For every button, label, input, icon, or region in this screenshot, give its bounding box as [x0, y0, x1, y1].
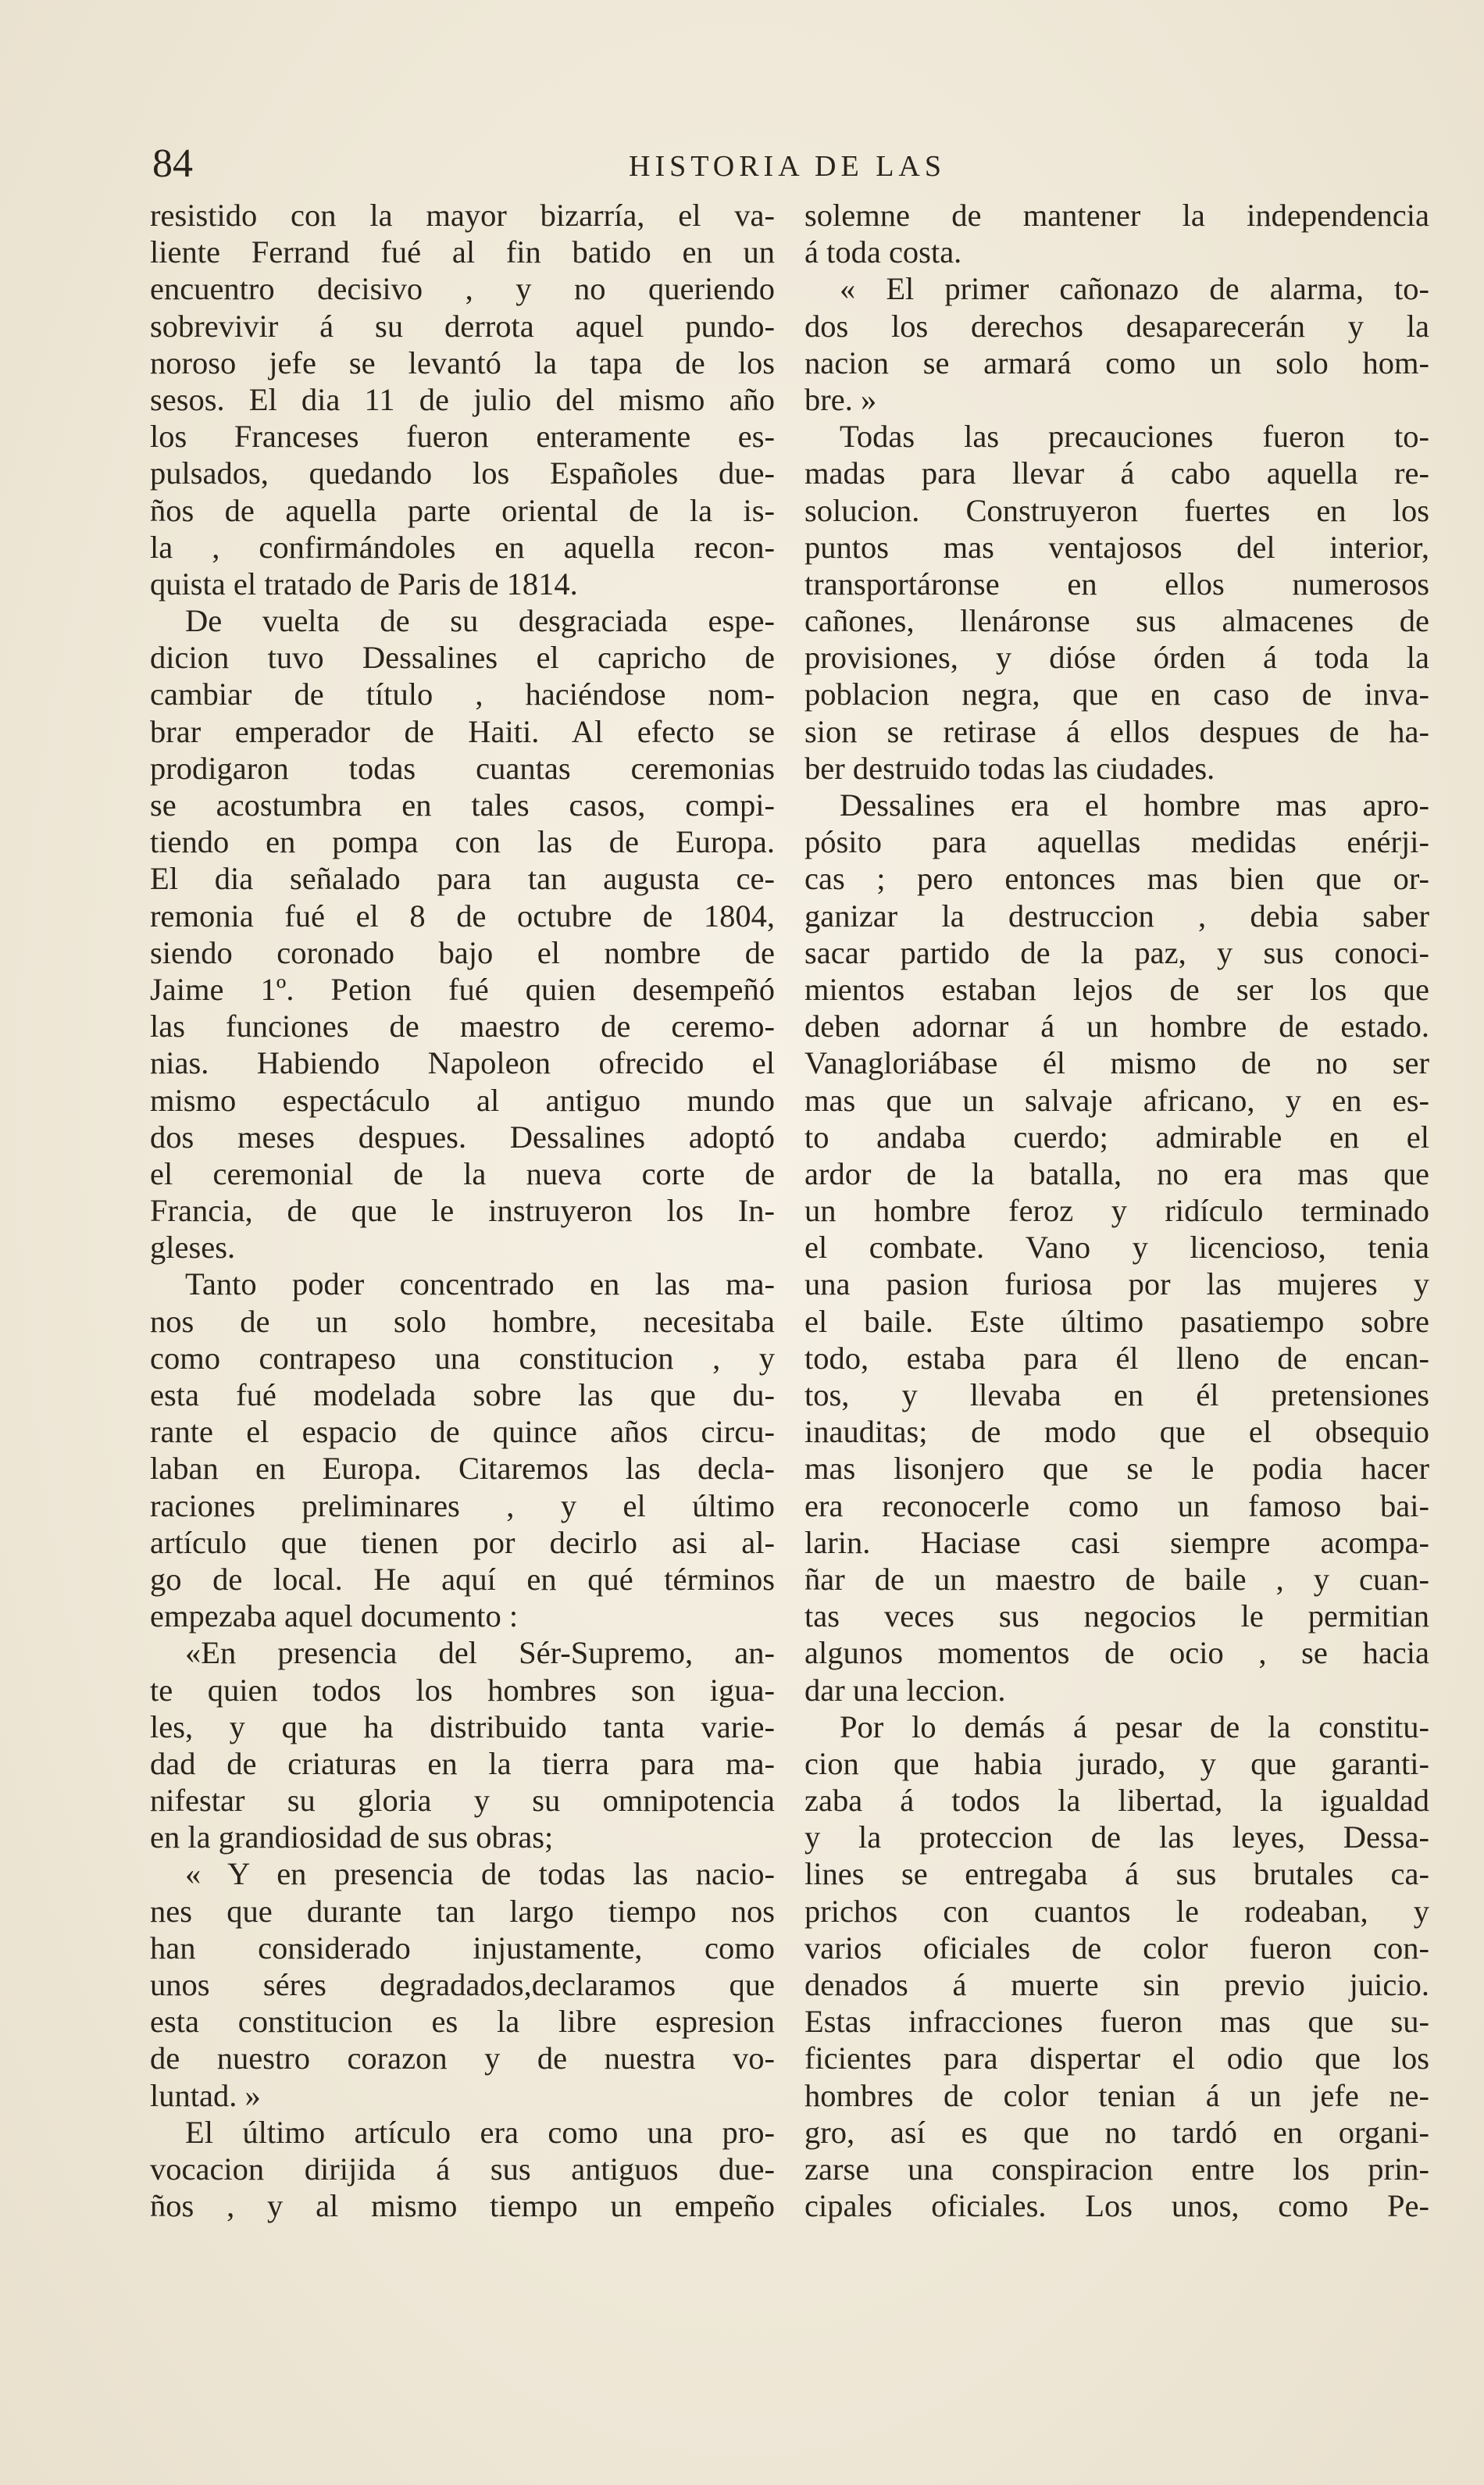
text-line: poblacion negra, que en caso de inva-: [804, 677, 1429, 712]
text-line: liente Ferrand fué al fin batido en un: [150, 234, 775, 270]
text-line: denados á muerte sin previo juicio.: [804, 1967, 1429, 2002]
text-line: los Franceses fueron enteramente es-: [150, 419, 775, 455]
text-line: solucion. Construyeron fuertes en los: [804, 492, 1429, 528]
text-line: deben adornar á un hombre de estado.: [804, 1009, 1429, 1044]
text-line: un hombre feroz y ridículo terminado: [804, 1193, 1429, 1229]
running-head: HISTORIA DE LAS: [629, 150, 946, 183]
text-line: zaba á todos la libertad, la igualdad: [804, 1783, 1429, 1819]
text-line: ber destruido todas las ciudades.: [804, 750, 1215, 786]
text-line: resistido con la mayor bizarría, el va-: [150, 198, 775, 233]
right-text-column: [804, 197, 1429, 2224]
page-number: 84: [152, 141, 193, 186]
text-line: El dia señalado para tan augusta ce-: [150, 861, 775, 897]
text-line: tos, y llevaba en él pretensiones: [804, 1377, 1429, 1412]
text-line: les, y que ha distribuido tanta varie-: [150, 1708, 775, 1744]
text-line: sacar partido de la paz, y sus conoci-: [804, 934, 1429, 970]
text-line: brar emperador de Haiti. Al efecto se: [150, 713, 775, 749]
text-line: solemne de mantener la independencia: [804, 198, 1429, 233]
text-line: cion que habia jurado, y que garanti-: [804, 1745, 1429, 1781]
text-line: dos meses despues. Dessalines adoptó: [150, 1119, 775, 1155]
text-line: cambiar de título , haciéndose nom-: [150, 677, 775, 712]
text-line: siendo coronado bajo el nombre de: [150, 934, 775, 970]
text-line: nes que durante tan largo tiempo nos: [150, 1893, 775, 1929]
text-line: dad de criaturas en la tierra para ma-: [150, 1745, 775, 1781]
text-line: inauditas; de modo que el obsequio: [804, 1414, 1429, 1450]
text-line: esta fué modelada sobre las que du-: [150, 1377, 775, 1412]
text-line: prichos con cuantos le rodeaban, y: [804, 1893, 1429, 1929]
text-line: á toda costa.: [804, 234, 962, 270]
text-line: nacion se armará como un solo hom-: [804, 345, 1429, 380]
text-line: Vanagloriábase él mismo de no ser: [804, 1045, 1429, 1081]
page-header: [152, 141, 1433, 195]
text-line: Por lo demás á pesar de la constitu-: [840, 1708, 1429, 1744]
text-line: nifestar su gloria y su omnipotencia: [150, 1783, 775, 1819]
text-line: De vuelta de su desgraciada espe-: [185, 603, 775, 639]
text-line: Estas infracciones fueron mas que su-: [804, 2004, 1429, 2040]
text-line: go de local. He aquí en qué términos: [150, 1561, 775, 1597]
text-line: pósito para aquellas medidas enérji-: [804, 824, 1429, 860]
text-line: nias. Habiendo Napoleon ofrecido el: [150, 1045, 775, 1081]
text-line: prodigaron todas cuantas ceremonias: [150, 750, 775, 786]
text-line: gro, así es que no tardó en organi-: [804, 2114, 1429, 2150]
text-line: como contrapeso una constitucion , y: [150, 1340, 775, 1376]
text-line: « El primer cañonazo de alarma, to-: [840, 271, 1429, 307]
text-line: luntad. »: [150, 2077, 261, 2113]
text-line: nos de un solo hombre, necesitaba: [150, 1303, 775, 1339]
text-line: raciones preliminares , y el último: [150, 1487, 775, 1523]
text-line: te quien todos los hombres son igua-: [150, 1672, 775, 1708]
text-line: el ceremonial de la nueva corte de: [150, 1155, 775, 1191]
text-line: quista el tratado de Paris de 1814.: [150, 566, 578, 602]
text-line: se acostumbra en tales casos, compi-: [150, 787, 775, 823]
text-line: ños de aquella parte oriental de la is-: [150, 492, 775, 528]
text-line: mismo espectáculo al antiguo mundo: [150, 1082, 775, 1118]
left-text-column: [150, 197, 775, 2224]
text-line: sesos. El dia 11 de julio del mismo año: [150, 381, 775, 417]
text-line: mas lisonjero que se le podia hacer: [804, 1451, 1429, 1487]
text-line: to andaba cuerdo; admirable en el: [804, 1119, 1429, 1155]
text-line: Francia, de que le instruyeron los In-: [150, 1193, 775, 1229]
text-line: ficientes para dispertar el odio que los: [804, 2040, 1429, 2076]
text-line: era reconocerle como un famoso bai-: [804, 1487, 1429, 1523]
text-line: pulsados, quedando los Españoles due-: [150, 455, 775, 491]
text-line: ganizar la destruccion , debia saber: [804, 898, 1429, 934]
text-line: El último artículo era como una pro-: [185, 2114, 775, 2150]
text-line: laban en Europa. Citaremos las decla-: [150, 1451, 775, 1487]
text-line: Dessalines era el hombre mas apro-: [840, 787, 1429, 823]
text-line: dos los derechos desaparecerán y la: [804, 308, 1429, 344]
text-line: unos séres degradados,declaramos que: [150, 1967, 775, 2002]
text-line: Todas las precauciones fueron to-: [840, 419, 1429, 455]
text-line: artículo que tienen por decirlo asi al-: [150, 1524, 775, 1560]
text-line: ardor de la batalla, no era mas que: [804, 1155, 1429, 1191]
text-line: puntos mas ventajosos del interior,: [804, 529, 1429, 565]
text-line: todo, estaba para él lleno de encan-: [804, 1340, 1429, 1376]
text-line: dar una leccion.: [804, 1672, 1006, 1708]
text-line: madas para llevar á cabo aquella re-: [804, 455, 1429, 491]
text-line: provisiones, y dióse órden á toda la: [804, 640, 1429, 676]
text-line: tas veces sus negocios le permitian: [804, 1598, 1429, 1634]
text-line: transportáronse en ellos numerosos: [804, 566, 1429, 602]
text-line: Jaime 1º. Petion fué quien desempeñó: [150, 971, 775, 1007]
text-line: dicion tuvo Dessalines el capricho de: [150, 640, 775, 676]
text-line: rante el espacio de quince años circu-: [150, 1414, 775, 1450]
text-line: una pasion furiosa por las mujeres y: [804, 1266, 1429, 1302]
text-line: «En presencia del Sér-Supremo, an-: [185, 1635, 775, 1671]
text-line: larin. Haciase casi siempre acompa-: [804, 1524, 1429, 1560]
text-line: las funciones de maestro de ceremo-: [150, 1009, 775, 1044]
text-line: zarse una conspiracion entre los prin-: [804, 2151, 1429, 2187]
text-line: mientos estaban lejos de ser los que: [804, 971, 1429, 1007]
text-line: esta constitucion es la libre espresion: [150, 2004, 775, 2040]
text-line: hombres de color tenian á un jefe ne-: [804, 2077, 1429, 2113]
text-line: sion se retirase á ellos despues de ha-: [804, 713, 1429, 749]
text-line: cañones, llenáronse sus almacenes de: [804, 603, 1429, 639]
text-line: cipales oficiales. Los unos, como Pe-: [804, 2188, 1429, 2224]
text-line: sobrevivir á su derrota aquel pundo-: [150, 308, 775, 344]
text-line: vocacion dirijida á sus antiguos due-: [150, 2151, 775, 2187]
text-line: mas que un salvaje africano, y en es-: [804, 1082, 1429, 1118]
text-line: la , confirmándoles en aquella recon-: [150, 529, 775, 565]
text-line: gleses.: [150, 1230, 236, 1266]
text-line: han considerado injustamente, como: [150, 1930, 775, 1966]
text-line: el baile. Este último pasatiempo sobre: [804, 1303, 1429, 1339]
text-line: « Y en presencia de todas las nacio-: [185, 1856, 775, 1892]
text-line: tiendo en pompa con las de Europa.: [150, 824, 775, 860]
text-line: empezaba aquel documento :: [150, 1598, 519, 1634]
text-line: algunos momentos de ocio , se hacia: [804, 1635, 1429, 1671]
text-line: bre. »: [804, 381, 877, 417]
text-line: ñar de un maestro de baile , y cuan-: [804, 1561, 1429, 1597]
text-line: lines se entregaba á sus brutales ca-: [804, 1856, 1429, 1892]
text-line: encuentro decisivo , y no queriendo: [150, 271, 775, 307]
text-line: y la proteccion de las leyes, Dessa-: [804, 1819, 1429, 1855]
text-line: noroso jefe se levantó la tapa de los: [150, 345, 775, 380]
text-line: varios oficiales de color fueron con-: [804, 1930, 1429, 1966]
text-line: cas ; pero entonces mas bien que or-: [804, 861, 1429, 897]
text-line: Tanto poder concentrado en las ma-: [185, 1266, 775, 1302]
text-line: ños , y al mismo tiempo un empeño: [150, 2188, 775, 2224]
text-line: de nuestro corazon y de nuestra vo-: [150, 2040, 775, 2076]
text-line: en la grandiosidad de sus obras;: [150, 1819, 554, 1855]
text-line: remonia fué el 8 de octubre de 1804,: [150, 898, 775, 934]
text-line: el combate. Vano y licencioso, tenia: [804, 1230, 1429, 1266]
